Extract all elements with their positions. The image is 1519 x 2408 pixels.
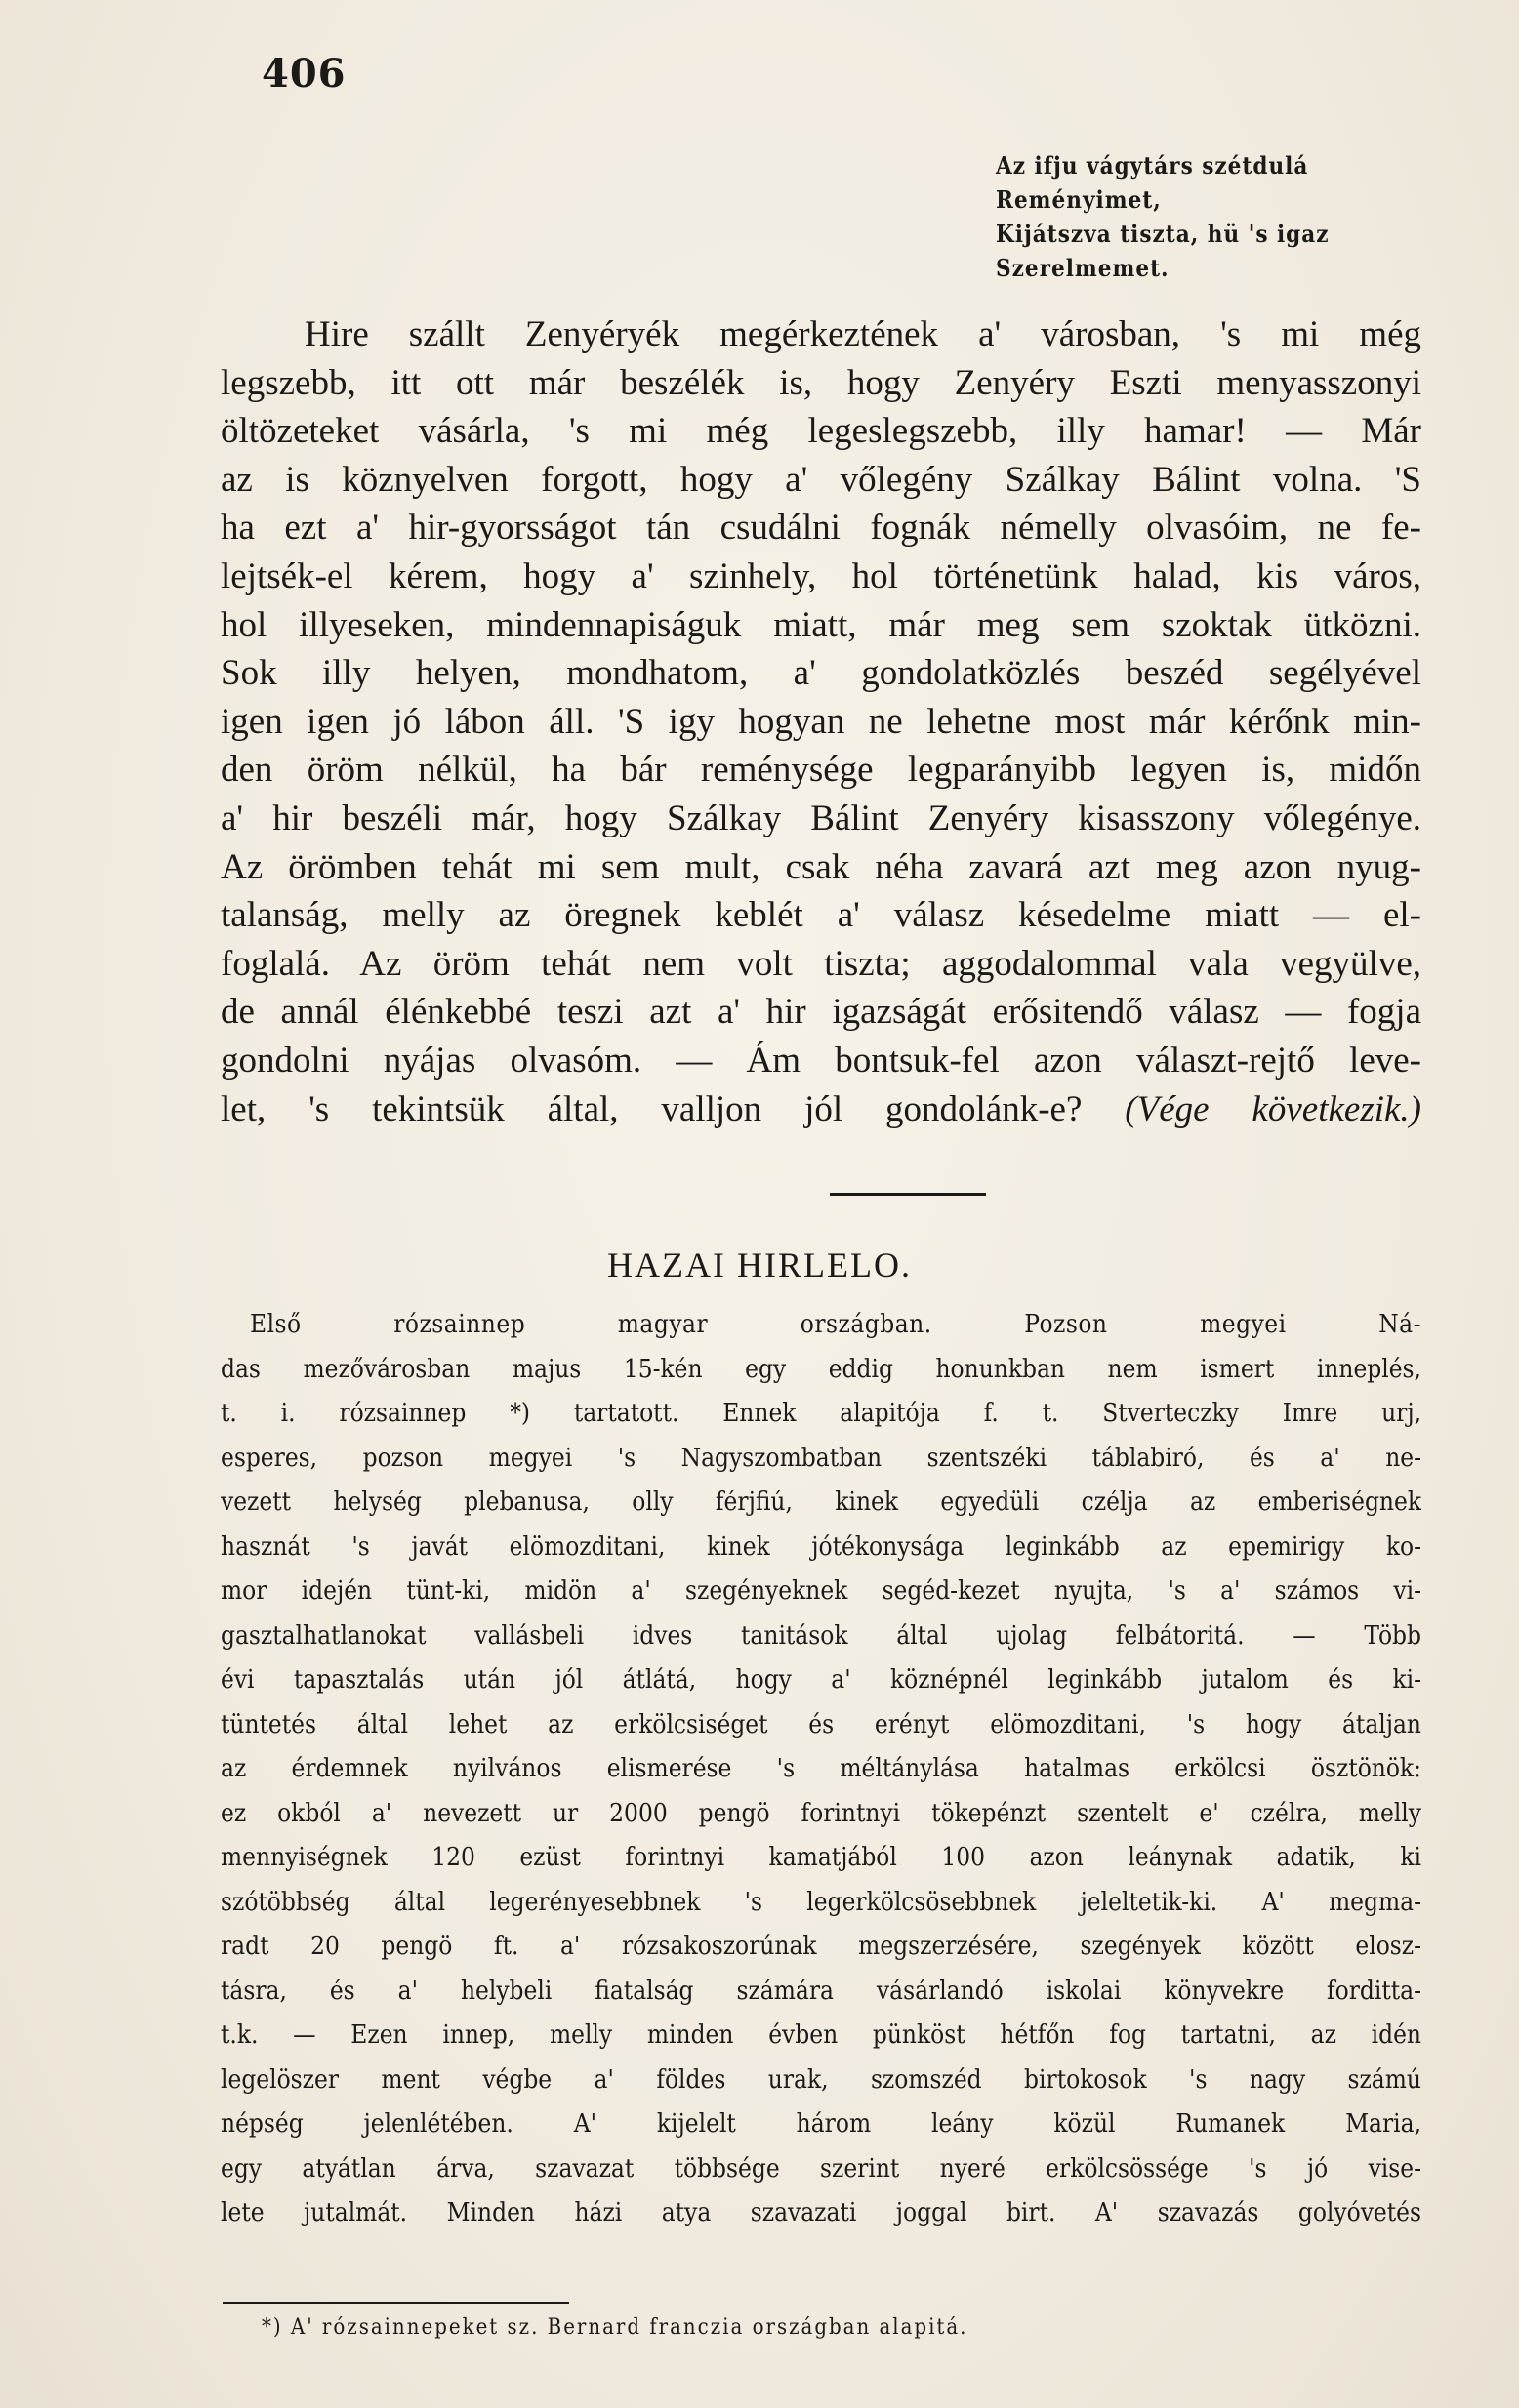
news-line: ez okból a' nevezett ur 2000 pengö forintnyi tökepénzt szentelt e' czélra, melly (221, 1798, 1421, 1828)
text-line: az is köznyelven forgott, hogy a' vőlegény Szálkay Bálint volna. 'S (221, 459, 1421, 500)
text-line: öltözeteket vásárla, 's mi még legeslegszebb, illy hamar! — Már (221, 411, 1421, 452)
text-line: de annál élénkebbé teszi azt a' hir igazságát erősitendő válasz — fogja (221, 992, 1421, 1033)
news-paragraph (221, 1303, 1421, 2236)
text-line: igen igen jó lábon áll. 'S igy hogyan ne lehetne most már kérőnk min- (221, 701, 1421, 742)
news-line: t.k. — Ezen innep, melly minden évben pünköst hétfőn fog tartatni, az idén (221, 2020, 1421, 2050)
text-line: Az örömben tehát mi sem mult, csak néha zavará azt meg azon nyug- (221, 846, 1421, 887)
news-line: hasznát 's javát elömozditani, kinek jótékonysága leginkább az epemirigy ko- (221, 1531, 1421, 1562)
news-line: az érdemnek nyilvános elismerése 's méltánylása hatalmas erkölcsi ösztönök: (221, 1754, 1421, 1783)
text-line: lejtsék-el kérem, hogy a' szinhely, hol történetünk halad, kis város, (221, 555, 1421, 596)
story-paragraph (221, 310, 1421, 1133)
to-be-continued-note: (Vége következik.) (1125, 1088, 1421, 1129)
poem-line: Kijátszva tiszta, hü 's igaz (996, 220, 1330, 248)
text-line: a' hir beszéli már, hogy Szálkay Bálint Zenyéry kisasszony vőlegénye. (221, 797, 1421, 838)
footnote: *) A' rózsainnepeket sz. Bernard franczia országban alapitá. (262, 2315, 968, 2340)
news-line: t. i. rózsainnep *) tartatott. Ennek alapitója f. t. Stverteczky Imre urj, (221, 1399, 1421, 1428)
news-line: mor idején tünt-ki, midön a' szegényeknek segéd-kezet nyujta, 's a' számos vi- (221, 1576, 1421, 1606)
news-line: mennyiségnek 120 ezüst forintnyi kamatjából 100 azon leánynak adatik, ki (221, 1843, 1421, 1872)
text-line: hol illyeseken, mindennapiságuk miatt, már meg sem szoktak ütközni. (221, 604, 1421, 645)
poem-line: Az ifju vágytárs szétdulá (996, 151, 1309, 180)
news-line: das mezővárosban majus 15-kén egy eddig honunkban nem ismert inneplés, (221, 1354, 1421, 1384)
news-line: esperes, pozson megyei 's Nagyszombatban szentszéki táblabiró, és a' ne- (221, 1443, 1421, 1473)
text-line: ha ezt a' hir-gyorsságot tán csudálni fognák némelly olvasóim, ne fe- (221, 508, 1421, 549)
poem-line: Szerelmemet. (996, 254, 1170, 282)
text-line: legszebb, itt ott már beszélék is, hogy Zenyéry Eszti menyasszonyi (221, 362, 1421, 403)
news-line: gasztalhatlanokat vallásbeli idves tanitások által ujolag felbátoritá. — Több (221, 1620, 1421, 1651)
text-line-final (221, 1085, 1421, 1134)
text-line: foglalá. Az öröm tehát nem volt tiszta; aggodalommal vala vegyülve, (221, 943, 1421, 984)
text-line: talanság, melly az öregnek keblét a' válasz késedelme miatt — el- (221, 895, 1421, 936)
news-line: Első rózsainnep magyar országban. Pozson megyei Ná- (250, 1310, 1421, 1339)
news-line: vezett helység plebanusa, olly férjfiú, kinek egyedüli czélja az emberiségnek (221, 1488, 1421, 1517)
news-line: szótöbbség által legerényesebbnek 's legerkölcsösebbnek jeleltetik-ki. A' megma- (221, 1887, 1421, 1917)
text-line: den öröm nélkül, ha bár reménysége legparányibb legyen is, midőn (221, 750, 1421, 791)
poem-line: Reményimet, (996, 185, 1162, 214)
news-line: lete jutalmát. Minden házi atya szavazati joggal birt. A' szavazás golyóvetés (221, 2198, 1421, 2227)
news-line: évi tapasztalás után jól átlátá, hogy a' köznépnél leginkább jutalom és ki- (221, 1665, 1421, 1694)
final-text: let, 's tekintsük által, valljon jól gondolánk-e? (221, 1088, 1083, 1129)
text-line: Sok illy helyen, mondhatom, a' gondolatközlés beszéd segélyével (221, 653, 1421, 694)
section-title: HAZAI HIRLELO. (607, 1245, 912, 1285)
text-line: Hire szállt Zenyéryék megérkeztének a' városban, 's mi még (305, 314, 1421, 354)
news-line: legelöszer ment végbe a' földes urak, szomszéd birtokosok 's nagy számú (221, 2064, 1421, 2095)
news-line: radt 20 pengö ft. a' rózsakoszorúnak megszerzésére, szegények között elosz- (221, 1932, 1421, 1961)
text-line: gondolni nyájas olvasóm. — Ám bontsuk-fel azon választ-rejtő leve- (221, 1040, 1421, 1081)
page-number: 406 (262, 51, 347, 97)
news-line: egy atyátlan árva, szavazat többsége szerint nyeré erkölcsössége 's jó vise- (221, 2153, 1421, 2184)
news-line: tásra, és a' helybeli fiatalság számára vásárlandó iskolai könyvekre forditta- (221, 1976, 1421, 2006)
news-line: tüntetés által lehet az erkölcsiséget és erényt elömozditani, 's hogy átaljan (221, 1709, 1421, 1739)
news-line: népség jelenlétében. A' kijelelt három leány közül Rumanek Maria, (221, 2109, 1421, 2139)
poem-stanza (996, 148, 1425, 285)
section-divider (830, 1193, 986, 1196)
footnote-divider (223, 2302, 569, 2304)
